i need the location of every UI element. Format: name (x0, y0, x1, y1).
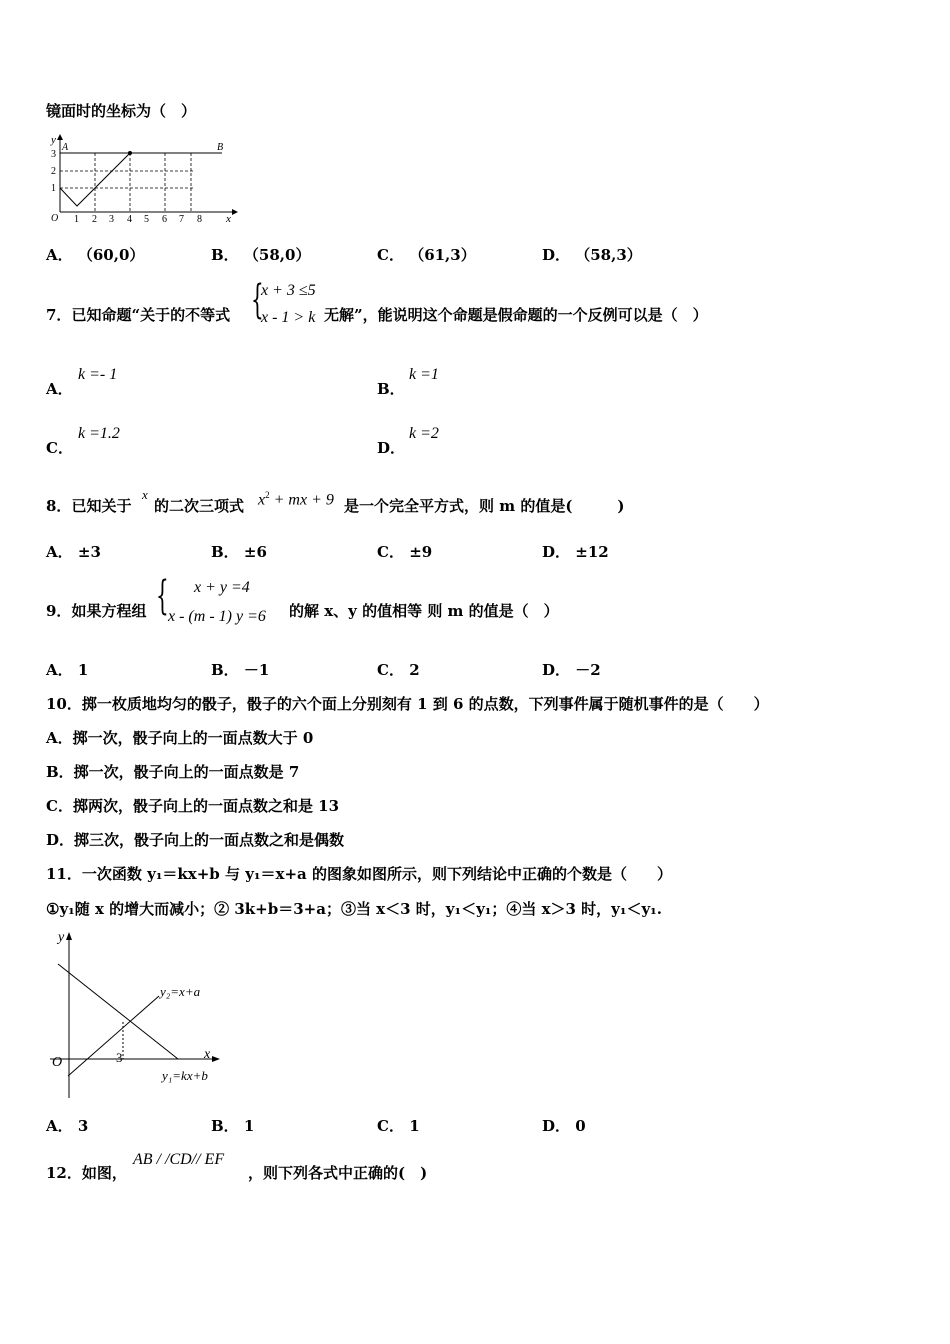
q6-graph-ytick: 3 (51, 149, 56, 160)
q11-option-b[interactable]: B． 1 (211, 1117, 255, 1135)
q11-graph-y-label: y (58, 930, 65, 945)
q6-graph-xtick: 1 (74, 214, 79, 224)
q10-stem: 10．掷一枚质地均匀的骰子，骰子的六个面上分别刻有 1 到 6 的点数，下列事件属于随机事件的是（ ） (46, 695, 769, 713)
q8-option-d[interactable]: D． ±12 (542, 543, 609, 561)
q10-option-c[interactable]: C．掷两次，骰子向上的一面点数之和是 13 (46, 797, 340, 815)
q11-option-a[interactable]: A． 3 (46, 1117, 89, 1135)
q6-option-b[interactable]: B． （58,0） (211, 246, 311, 264)
q6-graph (44, 132, 244, 224)
q11-stem: 11．一次函数 y₁＝kx+b 与 y₁＝x+a 的图象如图所示，则下列结论中正确的个数是（ ） (46, 865, 672, 883)
q11-graph-x-label: x (204, 1047, 211, 1062)
q6-graph-y-label: y (51, 134, 56, 146)
q7-stem: 7．已知命题“关于的不等式 (46, 306, 231, 324)
q6-option-d[interactable]: D． （58,3） (542, 246, 642, 264)
q8-option-c[interactable]: C． ±9 (377, 543, 433, 561)
q7-option-a-label[interactable]: A． (46, 380, 73, 398)
q6-graph-point-b: B (217, 142, 224, 153)
q6-graph-xtick: 8 (197, 214, 202, 224)
q7-option-d-label[interactable]: D． (377, 439, 406, 457)
q6-graph-origin: O (51, 213, 59, 224)
q11-graph (44, 926, 234, 1104)
q11-claims: ①y₁随 x 的增大而减小；② 3k+b＝3+a；③当 x＜3 时，y₁＜y₁；④当 x＞3 时，y₁＜y₁. (46, 900, 662, 918)
q8-expr: $x^2$ + mx + 9 (258, 490, 334, 509)
q6-graph-ytick: 1 (51, 183, 56, 194)
q11-graph-origin: O (52, 1055, 63, 1070)
q8-option-b[interactable]: B． ±6 (211, 543, 267, 561)
q10-option-a[interactable]: A．掷一次，骰子向上的一面点数大于 0 (46, 729, 314, 747)
q7-option-c-value[interactable]: k =1.2 (78, 425, 120, 442)
q12-stem: 12．如图， (46, 1164, 127, 1182)
q9-option-c[interactable]: C． 2 (377, 661, 420, 679)
q8-var: x (142, 487, 148, 502)
q6-graph-xtick: 3 (109, 214, 114, 224)
q9-brace: { (156, 573, 169, 619)
q12-stem-post: ，则下列各式中正确的( ) (248, 1164, 428, 1182)
q6-graph-xtick: 4 (127, 214, 132, 224)
q11-graph-tick: 3 (116, 1050, 123, 1065)
q7-option-d-value[interactable]: k =2 (409, 425, 439, 442)
q7-brace: { (251, 277, 264, 323)
q6-graph-x-label: x (226, 213, 231, 224)
q6-stem-tail: 镜面时的坐标为（ ） (46, 102, 197, 120)
q7-option-b-value[interactable]: k =1 (409, 366, 439, 383)
q10-option-d[interactable]: D．掷三次，骰子向上的一面点数之和是偶数 (46, 831, 345, 849)
q7-option-a-value[interactable]: k =- 1 (78, 366, 118, 383)
q7-ineq1: x + 3 ≤5 (261, 282, 316, 299)
q9-option-d[interactable]: D． －2 (542, 661, 601, 679)
q10-option-b[interactable]: B．掷一次，骰子向上的一面点数是 7 (46, 763, 300, 781)
q11-graph-line1-label: y₁=kx+b (162, 1068, 208, 1083)
q7-ineq2: x - 1 > k (261, 309, 316, 326)
q6-option-c[interactable]: C． （61,3） (377, 246, 476, 264)
q11-option-c[interactable]: C． 1 (377, 1117, 420, 1135)
q8-stem: 8．已知关于 (46, 497, 132, 515)
q9-option-a[interactable]: A． 1 (46, 661, 89, 679)
q8-stem-post: 是一个完全平方式，则 m 的值是( ) (344, 497, 625, 515)
q11-option-d[interactable]: D． 0 (542, 1117, 586, 1135)
q9-option-b[interactable]: B． －1 (211, 661, 270, 679)
q11-graph-line2-label: y₂=x+a (160, 984, 201, 999)
q9-stem: 9．如果方程组 (46, 602, 147, 620)
q6-graph-xtick: 5 (144, 214, 149, 224)
q9-stem-post: 的解 x、y 的值相等 则 m 的值是（ ） (289, 602, 559, 620)
q8-stem-mid: 的二次三项式 (154, 497, 245, 515)
q7-option-c-label[interactable]: C． (46, 439, 73, 457)
q6-graph-xtick: 7 (179, 214, 184, 224)
q9-eq1: x + y =4 (194, 579, 250, 596)
q7-stem-post: 无解”，能说明这个命题是假命题的一个反例可以是（ ） (324, 306, 708, 324)
q9-eq2: x - (m - 1) y =6 (168, 608, 266, 625)
q6-graph-xtick: 6 (162, 214, 167, 224)
q6-option-a[interactable]: A． （60,0） (46, 246, 145, 264)
q6-graph-point-a: A (62, 142, 69, 153)
q12-expr: AB / /CD// EF (133, 1151, 225, 1168)
q8-option-a[interactable]: A． ±3 (46, 543, 101, 561)
q7-option-b-label[interactable]: B． (377, 380, 405, 398)
q6-graph-xtick: 2 (92, 214, 97, 224)
q6-graph-ytick: 2 (51, 166, 56, 177)
